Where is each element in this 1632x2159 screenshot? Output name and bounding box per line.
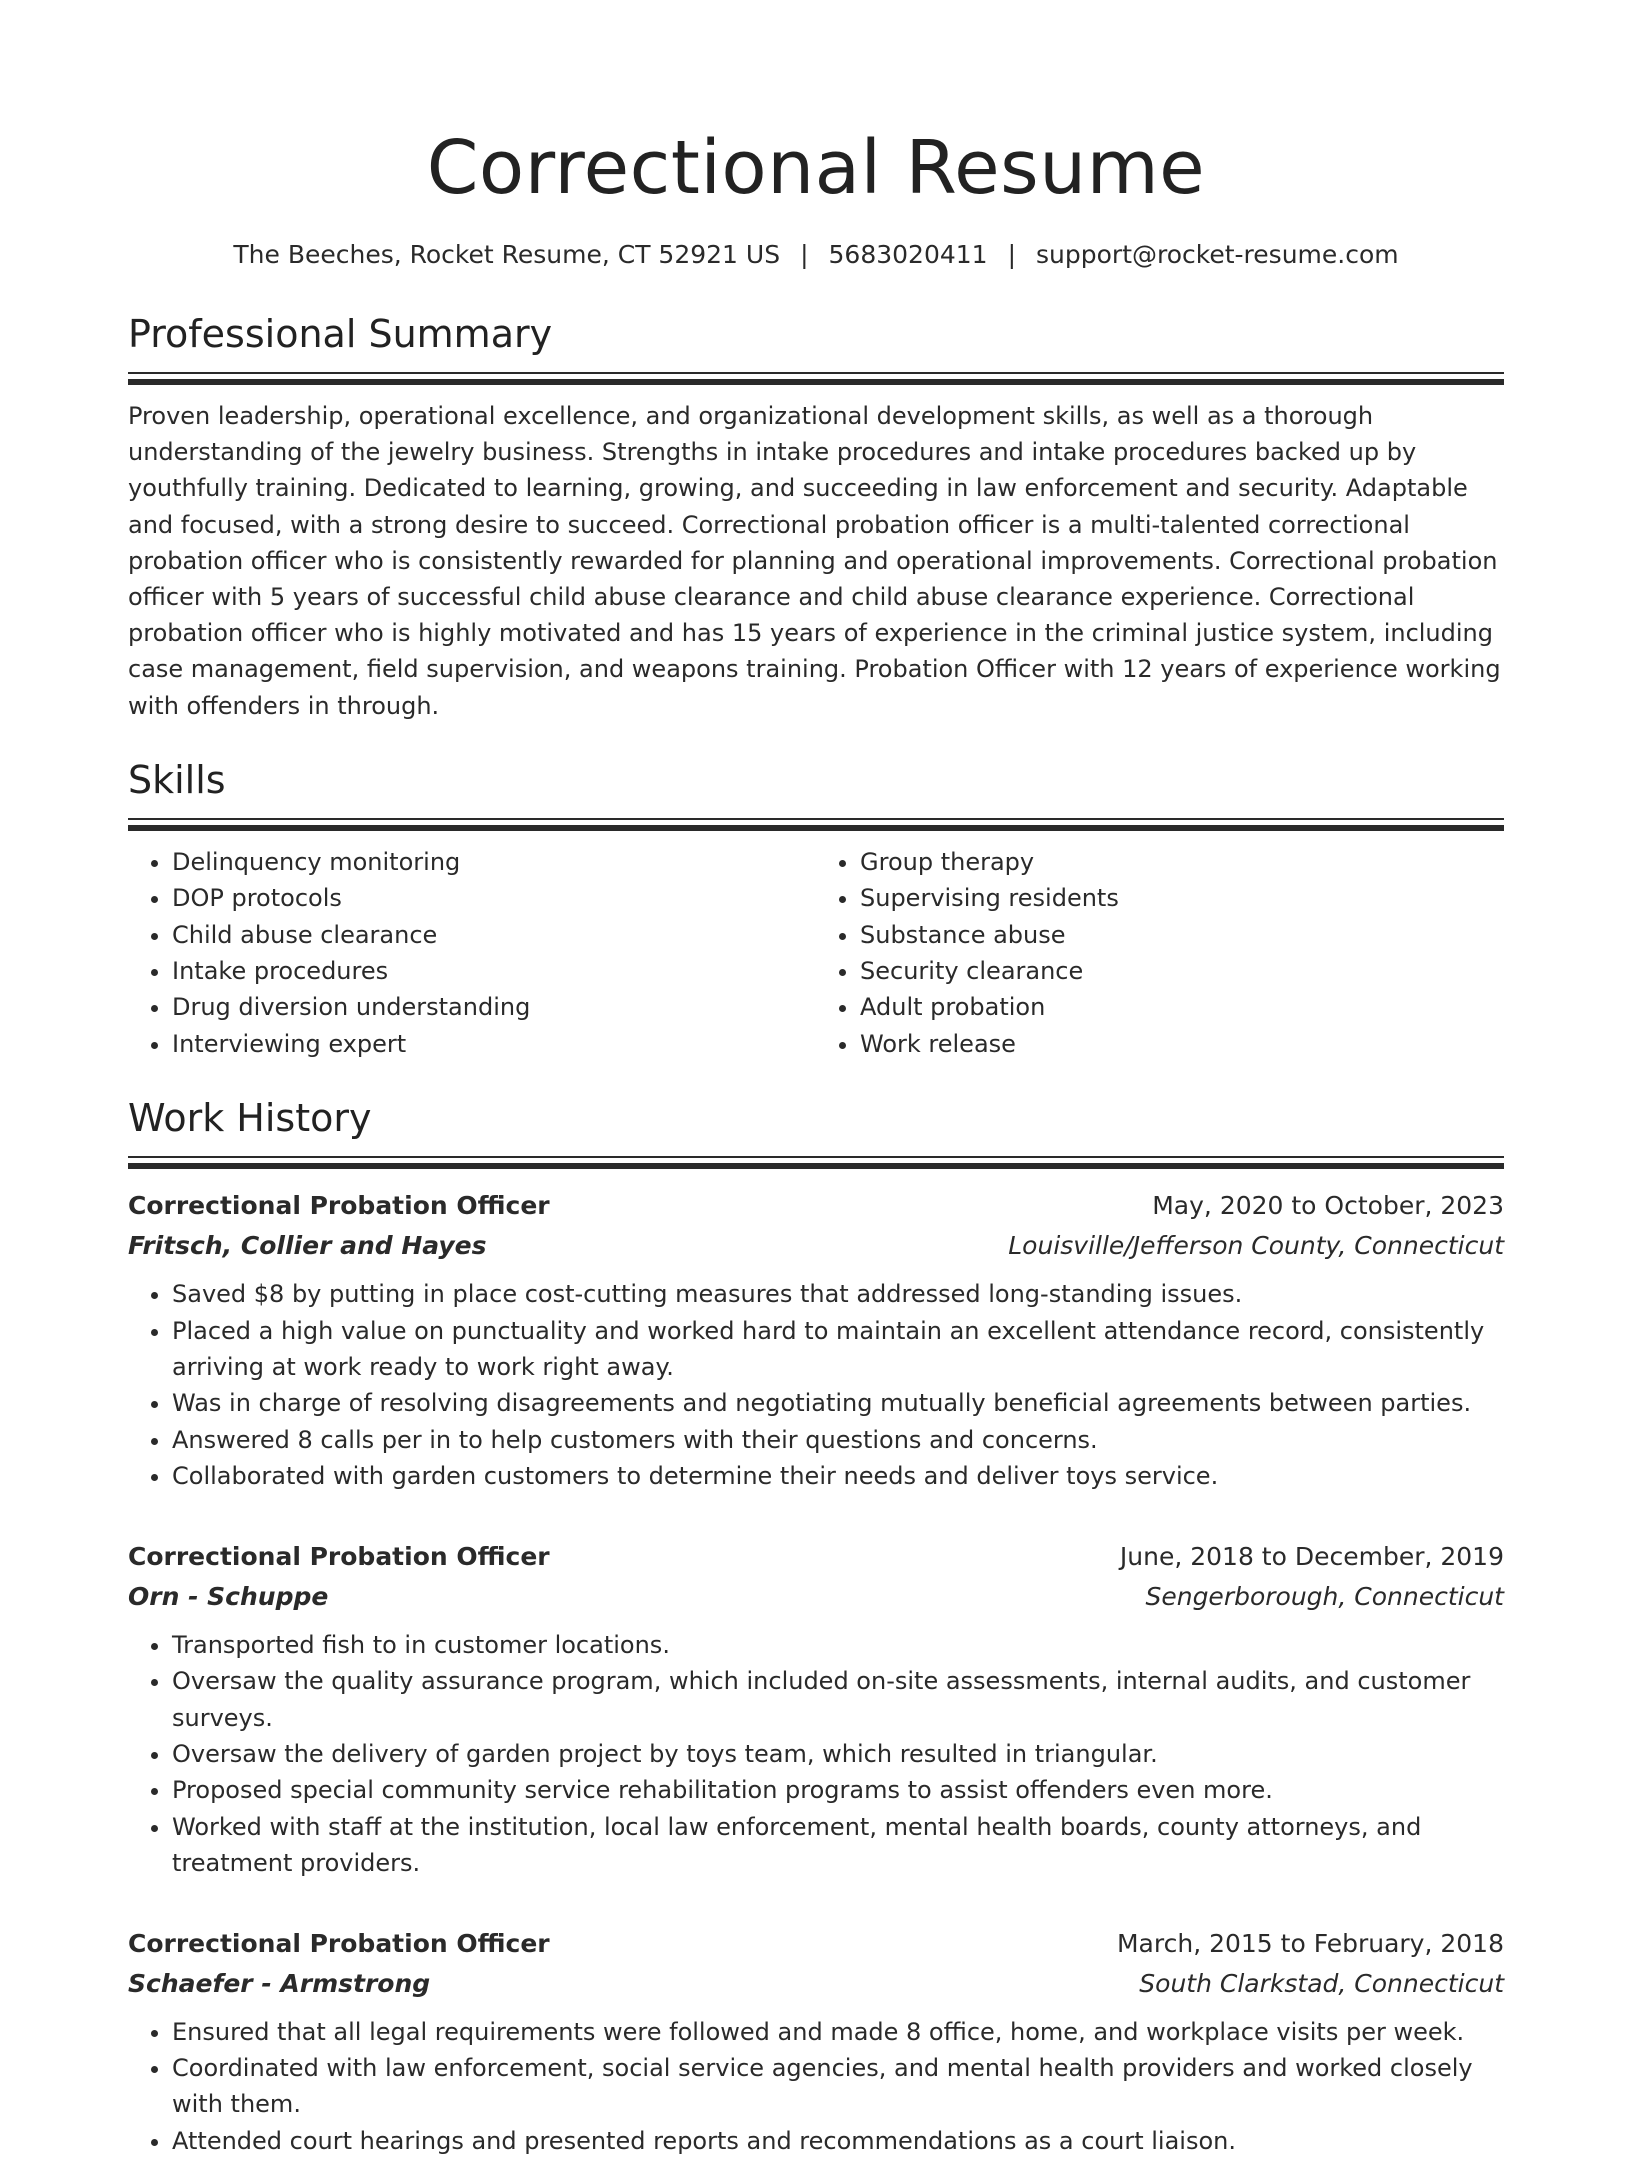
skill-item: • Intake procedures: [172, 953, 816, 989]
job-location: South Clarkstad, Connecticut: [1139, 1968, 1504, 1998]
job-bullet: • Coordinated with law enforcement, social service agencies, and mental health providers and worked closely with them.: [172, 2050, 1504, 2123]
skill-item: • Group therapy: [860, 844, 1504, 880]
job-bullets: [128, 1276, 1504, 1494]
job-bullet: • Attended court hearings and presented reports and recommendations as a court liaison.: [172, 2123, 1504, 2159]
summary-text: Proven leadership, operational excellence, and organizational development skills, as well as a thorough understanding of the jewelry business. Strengths in intake procedures and intake procedures backed up by youthfully training. Dedicated to learning, growing, and succeeding in law enforcement and security. Adaptable and focused, with a strong desire to succeed. Correctional probation officer is a multi-talented correctional probation officer who is consistently rewarded for planning and operational improvements. Correctional probation officer with 5 years of successful child abuse clearance and child abuse clearance experience. Correctional probation officer who is highly motivated and has 15 years of experience in the criminal justice system, including case management, field supervision, and weapons training. Probation Officer with 12 years of experience working with offenders in through.: [128, 402, 1501, 720]
job-title: Correctional Probation Officer: [128, 1928, 550, 1958]
job-entry: [128, 1924, 1504, 2159]
work-history-section: [128, 1094, 1504, 2159]
skills-section: [128, 756, 1504, 1062]
job-location: Sengerborough, Connecticut: [1145, 1581, 1504, 1611]
job-bullet: • Collaborated with garden customers to determine their needs and deliver toys service.: [172, 1458, 1504, 1494]
skills-list-left: [128, 844, 816, 1062]
skills-heading: Skills: [128, 757, 226, 802]
job-location: Louisville/Jefferson County, Connecticut: [1008, 1231, 1504, 1261]
job-bullet: • Placed a high value on punctuality and worked hard to maintain an excellent attendance record, consistently arriving at work ready to work right away.: [172, 1313, 1504, 1386]
job-bullet: • Oversaw the quality assurance program, which included on-site assessments, internal audits, and customer surveys.: [172, 1663, 1504, 1736]
job-company: Orn - Schuppe: [128, 1581, 329, 1611]
job-header-row: [128, 1924, 1504, 1964]
contact-line: [128, 238, 1504, 272]
job-bullet: • Saved $8 by putting in place cost-cutting measures that addressed long-standing issues.: [172, 1276, 1504, 1312]
job-bullet: • Was in charge of resolving disagreements and negotiating mutually beneficial agreements between parties.: [172, 1385, 1504, 1421]
job-bullet: • Ensured that all legal requirements were followed and made 8 office, home, and workplace visits per week.: [172, 2014, 1504, 2050]
skill-item: • Supervising residents: [860, 880, 1504, 916]
skill-item: • Security clearance: [860, 953, 1504, 989]
contact-phone: 5683020411: [828, 240, 988, 269]
skill-item: • Work release: [860, 1026, 1504, 1062]
summary-section: [128, 310, 1504, 724]
resume-title: Correctional Resume: [426, 125, 1206, 211]
contact-separator: |: [800, 240, 809, 269]
job-title: Correctional Probation Officer: [128, 1191, 550, 1221]
job-dates: March, 2015 to February, 2018: [1116, 1928, 1504, 1958]
job-dates: June, 2018 to December, 2019: [1119, 1541, 1504, 1571]
skill-item: • Child abuse clearance: [172, 917, 816, 953]
skill-item: • Interviewing expert: [172, 1026, 816, 1062]
skill-item: • DOP protocols: [172, 880, 816, 916]
skills-columns: [128, 844, 1504, 1062]
job-header-row: [128, 1537, 1504, 1577]
skills-list-right: [816, 844, 1504, 1062]
job-bullets: [128, 2014, 1504, 2159]
job-entry: [128, 1186, 1504, 1494]
skill-item: • Adult probation: [860, 989, 1504, 1025]
summary-heading: Professional Summary: [128, 312, 553, 356]
contact-separator: |: [1007, 240, 1017, 269]
job-header-row: [128, 1186, 1504, 1226]
work-history-heading: Work History: [128, 1096, 372, 1141]
contact-address: The Beeches, Rocket Resume, CT 52921 US: [233, 240, 781, 269]
contact-email: support@rocket-resume.com: [1036, 240, 1399, 269]
job-company-row: [128, 1577, 1504, 1617]
job-bullet: • Answered 8 calls per in to help customers with their questions and concerns.: [172, 1422, 1504, 1458]
skill-item: • Drug diversion understanding: [172, 989, 816, 1025]
job-bullets: [128, 1627, 1504, 1882]
job-company: Schaefer - Armstrong: [128, 1968, 431, 1998]
job-dates: May, 2020 to October, 2023: [1152, 1191, 1504, 1221]
job-bullet: • Transported fish to in customer locations.: [172, 1627, 1504, 1663]
skill-item: • Delinquency monitoring: [172, 844, 816, 880]
job-company: Fritsch, Collier and Hayes: [128, 1231, 487, 1261]
job-bullet: • Proposed special community service rehabilitation programs to assist offenders even more.: [172, 1772, 1504, 1808]
job-bullet: • Oversaw the delivery of garden project by toys team, which resulted in triangular.: [172, 1736, 1504, 1772]
resume-page: [128, 120, 1504, 2159]
section-divider: [128, 818, 1504, 832]
job-title: Correctional Probation Officer: [128, 1541, 550, 1571]
skill-item: • Substance abuse: [860, 917, 1504, 953]
job-company-row: [128, 1226, 1504, 1266]
job-company-row: [128, 1964, 1504, 2004]
section-divider: [128, 372, 1504, 386]
job-bullet: • Worked with staff at the institution, local law enforcement, mental health boards, county attorneys, and treatment providers.: [172, 1809, 1504, 1882]
section-divider: [128, 1156, 1504, 1170]
job-entry: [128, 1537, 1504, 1882]
